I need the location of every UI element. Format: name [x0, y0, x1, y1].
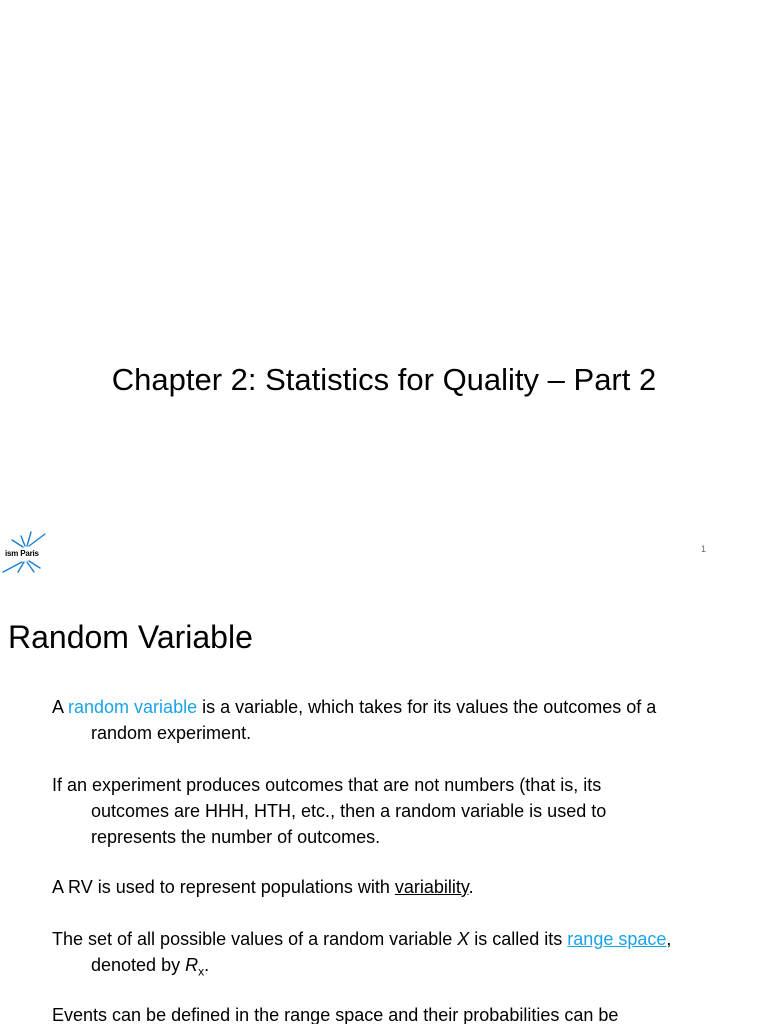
- continuation-line: outcomes are HHH, HTH, etc., then a random variable is used to: [91, 801, 607, 821]
- slide-title: Chapter 2: Statistics for Quality – Part 2: [111, 362, 657, 397]
- variable-x: X: [457, 929, 470, 949]
- logo-text: ism Paris: [5, 549, 39, 558]
- continuation-line: represents the number of outcomes.: [91, 827, 381, 847]
- text: is called its: [469, 929, 568, 949]
- text: ,: [666, 929, 672, 949]
- text: The set of all possible values of a random variable: [52, 929, 458, 949]
- page-number: 1: [701, 544, 707, 554]
- term-random-variable: random variable: [68, 697, 198, 717]
- text-line: Events can be defined in the range space and their probabilities can be: [52, 1005, 619, 1024]
- text: A RV is used to represent populations with: [52, 877, 395, 897]
- paragraph-experiment-outcomes: [52, 772, 732, 850]
- text: A: [52, 697, 69, 717]
- continuation-line: random experiment.: [91, 723, 252, 743]
- term-range-space: range space: [567, 929, 667, 949]
- text: denoted by: [91, 955, 186, 975]
- paragraph-rv-variability: [52, 874, 732, 900]
- text-line: If an experiment produces outcomes that are not numbers (that is, its: [52, 775, 602, 795]
- text: .: [468, 877, 474, 897]
- paragraph-events: [52, 1002, 732, 1024]
- term-variability: variability: [394, 877, 469, 897]
- paragraph-random-variable-definition: [52, 694, 732, 746]
- text: .: [204, 955, 210, 975]
- slide-title: Random Variable: [8, 619, 253, 656]
- text: is a variable, which takes for its values the outcomes of a: [197, 697, 657, 717]
- continuation-line: [52, 952, 732, 985]
- subscript-x: x: [198, 964, 205, 979]
- variable-r: R: [185, 955, 199, 975]
- slide-2: [0, 576, 768, 1024]
- paragraph-range-space: [52, 926, 732, 985]
- ism-paris-logo: [0, 528, 52, 576]
